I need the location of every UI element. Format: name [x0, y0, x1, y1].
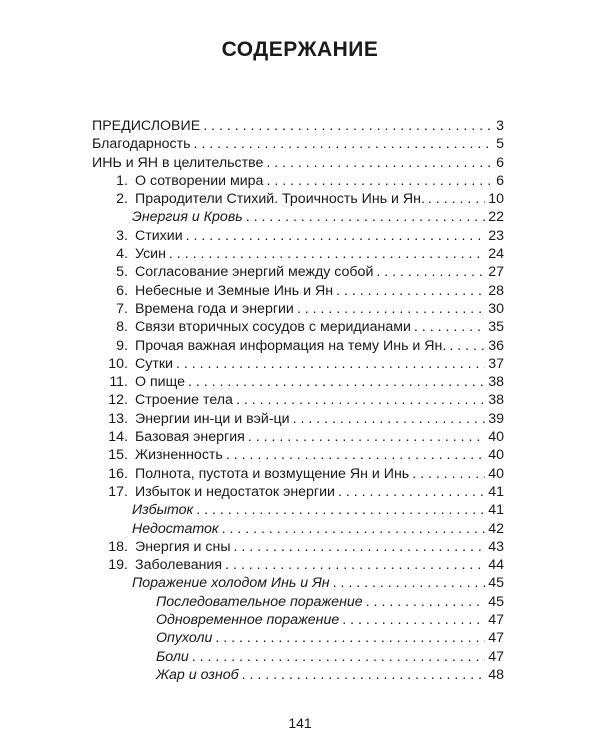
toc-entry	[92, 117, 504, 135]
toc-entry-page: 28	[488, 282, 504, 299]
toc-entry-page: 27	[488, 264, 504, 281]
toc-entry-title: Энергии ин-ци и вэй-ци	[135, 410, 290, 427]
toc-entry	[92, 648, 504, 666]
toc-entry-page: 10	[488, 191, 504, 208]
toc-entry-number: 19.	[108, 557, 128, 574]
toc-leader-dots	[192, 648, 486, 666]
toc-entry-title: Избыток	[132, 502, 194, 519]
table-of-contents	[92, 117, 504, 684]
toc-entry	[92, 373, 504, 391]
toc-leader-dots	[266, 172, 493, 190]
toc-entry	[92, 208, 504, 226]
toc-entry	[92, 227, 504, 245]
toc-leader-dots	[203, 117, 493, 135]
toc-leader-dots	[188, 373, 485, 391]
toc-entry-title: Согласование энергий между собой	[135, 264, 374, 281]
toc-leader-dots	[412, 465, 485, 483]
toc-entry	[92, 666, 504, 684]
toc-entry-page: 38	[488, 392, 504, 409]
toc-leader-dots	[246, 208, 486, 226]
toc-leader-dots	[215, 629, 485, 647]
toc-entry-page: 40	[488, 429, 504, 446]
toc-leader-dots	[242, 666, 486, 684]
toc-entry	[92, 391, 504, 409]
toc-entry-page: 45	[488, 575, 504, 592]
toc-entry-title: Базовая энергия	[135, 429, 245, 446]
page-title: СОДЕРЖАНИЕ	[221, 38, 379, 61]
toc-leader-dots	[297, 300, 485, 318]
toc-entry-title: Прародители Стихий. Троичность Инь и Ян.	[135, 191, 425, 208]
toc-entry-page: 37	[488, 355, 504, 372]
toc-entry	[92, 446, 504, 464]
toc-entry-number: 1.	[116, 172, 128, 189]
toc-entry-title: Жар и озноб	[156, 666, 239, 683]
toc-entry-page: 47	[488, 648, 504, 665]
toc-entry	[92, 245, 504, 263]
toc-entry	[92, 574, 504, 592]
toc-entry-page: 22	[488, 209, 504, 226]
toc-entry-title: О пище	[135, 374, 185, 391]
toc-leader-dots	[266, 154, 493, 172]
toc-leader-dots	[333, 574, 486, 592]
toc-entry-title: Связи вторичных сосудов с меридианами	[135, 319, 411, 336]
toc-entry-title: ИНЬ и ЯН в целительстве	[92, 154, 264, 171]
toc-entry	[92, 282, 504, 300]
toc-leader-dots	[342, 611, 485, 629]
toc-entry	[92, 556, 504, 574]
toc-entry	[92, 300, 504, 318]
toc-entry-page: 5	[496, 136, 504, 153]
toc-entry	[92, 355, 504, 373]
toc-entry	[92, 337, 504, 355]
toc-leader-dots	[196, 501, 485, 519]
toc-entry-number: 2.	[116, 191, 128, 208]
toc-leader-dots	[248, 428, 485, 446]
toc-entry	[92, 611, 504, 629]
toc-leader-dots	[428, 190, 485, 208]
toc-entry	[92, 154, 504, 172]
toc-leader-dots	[169, 245, 485, 263]
toc-entry	[92, 520, 504, 538]
toc-entry	[92, 483, 504, 501]
toc-entry-title: Одновременное поражение	[156, 612, 340, 629]
toc-entry-page: 39	[488, 410, 504, 427]
toc-leader-dots	[234, 538, 486, 556]
toc-entry-title: Недостаток	[132, 520, 219, 537]
toc-entry	[92, 593, 504, 611]
page-number: 141	[288, 715, 312, 731]
toc-entry-page: 44	[488, 557, 504, 574]
toc-entry-number: 7.	[116, 300, 128, 317]
toc-entry-page: 40	[488, 465, 504, 482]
toc-entry-title: Строение тела	[135, 392, 233, 409]
toc-entry-page: 36	[488, 337, 504, 354]
toc-leader-dots	[194, 135, 494, 153]
toc-entry-title: ПРЕДИСЛОВИЕ	[92, 118, 201, 134]
toc-entry	[92, 629, 504, 647]
toc-entry-page: 42	[488, 520, 504, 537]
toc-entry-page: 47	[488, 612, 504, 629]
toc-entry-title: Энергия и Кровь	[132, 209, 243, 226]
toc-entry-page: 48	[488, 666, 504, 683]
toc-entry-title: Сутки	[135, 355, 173, 372]
toc-entry-number: 14.	[108, 429, 128, 446]
toc-entry-page: 6	[496, 154, 504, 171]
toc-entry-page: 45	[488, 593, 504, 610]
toc-entry-title: Заболевания	[135, 557, 223, 574]
toc-entry	[92, 501, 504, 519]
toc-entry-title: Стихии	[135, 227, 183, 244]
toc-leader-dots	[176, 355, 485, 373]
toc-entry-title: Прочая важная информация на тему Инь и Ян.	[135, 337, 447, 354]
toc-entry-number: 13.	[108, 410, 128, 427]
toc-leader-dots	[336, 282, 485, 300]
toc-entry-number: 15.	[108, 447, 128, 464]
toc-entry-title: Благодарность	[92, 136, 191, 153]
toc-entry-title: Боли	[156, 648, 189, 665]
toc-entry	[92, 135, 504, 153]
toc-entry	[92, 318, 504, 336]
toc-entry-page: 6	[496, 172, 504, 189]
toc-entry-title: О сотворении мира	[135, 172, 264, 189]
toc-entry-page: 30	[488, 300, 504, 317]
toc-entry-title: Полнота, пустота и возмущение Ян и Инь	[135, 465, 410, 482]
toc-leader-dots	[236, 391, 485, 409]
toc-entry-number: 3.	[116, 227, 128, 244]
toc-entry	[92, 172, 504, 190]
toc-leader-dots	[376, 263, 485, 281]
toc-entry-page: 40	[488, 447, 504, 464]
toc-entry-page: 24	[488, 246, 504, 263]
toc-leader-dots	[338, 483, 485, 501]
toc-entry-number: 16.	[108, 465, 128, 482]
toc-leader-dots	[293, 410, 486, 428]
toc-entry-page: 47	[488, 630, 504, 647]
toc-entry-page: 43	[488, 538, 504, 555]
toc-entry-number: 10.	[108, 355, 128, 372]
toc-entry-page: 41	[488, 502, 504, 519]
toc-leader-dots	[225, 556, 485, 574]
toc-entry-title: Времена года и энергии	[135, 300, 294, 317]
toc-entry-title: Энергия и сны	[135, 538, 231, 555]
toc-entry-number: 4.	[116, 246, 128, 263]
toc-entry-number: 18.	[108, 538, 128, 555]
toc-entry	[92, 263, 504, 281]
toc-entry-number: 8.	[116, 319, 128, 336]
toc-entry-page: 38	[488, 374, 504, 391]
toc-entry-title: Небесные и Земные Инь и Ян	[135, 282, 334, 299]
toc-entry-title: Усин	[135, 246, 166, 263]
toc-entry	[92, 190, 504, 208]
toc-entry-page: 35	[488, 319, 504, 336]
toc-entry-page: 3	[496, 118, 504, 134]
toc-entry-page: 41	[488, 483, 504, 500]
toc-entry-number: 9.	[116, 337, 128, 354]
toc-entry-title: Поражение холодом Инь и Ян	[132, 575, 330, 592]
toc-leader-dots	[414, 318, 485, 336]
toc-entry-title: Жизненность	[135, 447, 223, 464]
toc-entry-page: 23	[488, 227, 504, 244]
toc-leader-dots	[186, 227, 486, 245]
toc-leader-dots	[222, 520, 486, 538]
toc-entry-number: 6.	[116, 282, 128, 299]
toc-entry	[92, 410, 504, 428]
toc-entry-title: Опухоли	[156, 630, 213, 647]
toc-entry-number: 12.	[108, 392, 128, 409]
toc-entry-title: Избыток и недостаток энергии	[135, 483, 335, 500]
toc-entry-number: 5.	[116, 264, 128, 281]
toc-entry-title: Последовательное поражение	[156, 593, 363, 610]
toc-entry-number: 11.	[109, 374, 128, 391]
toc-entry	[92, 428, 504, 446]
toc-entry	[92, 465, 504, 483]
toc-entry	[92, 538, 504, 556]
toc-leader-dots	[449, 337, 485, 355]
toc-entry-number: 17.	[108, 483, 128, 500]
toc-leader-dots	[366, 593, 486, 611]
toc-leader-dots	[226, 446, 485, 464]
